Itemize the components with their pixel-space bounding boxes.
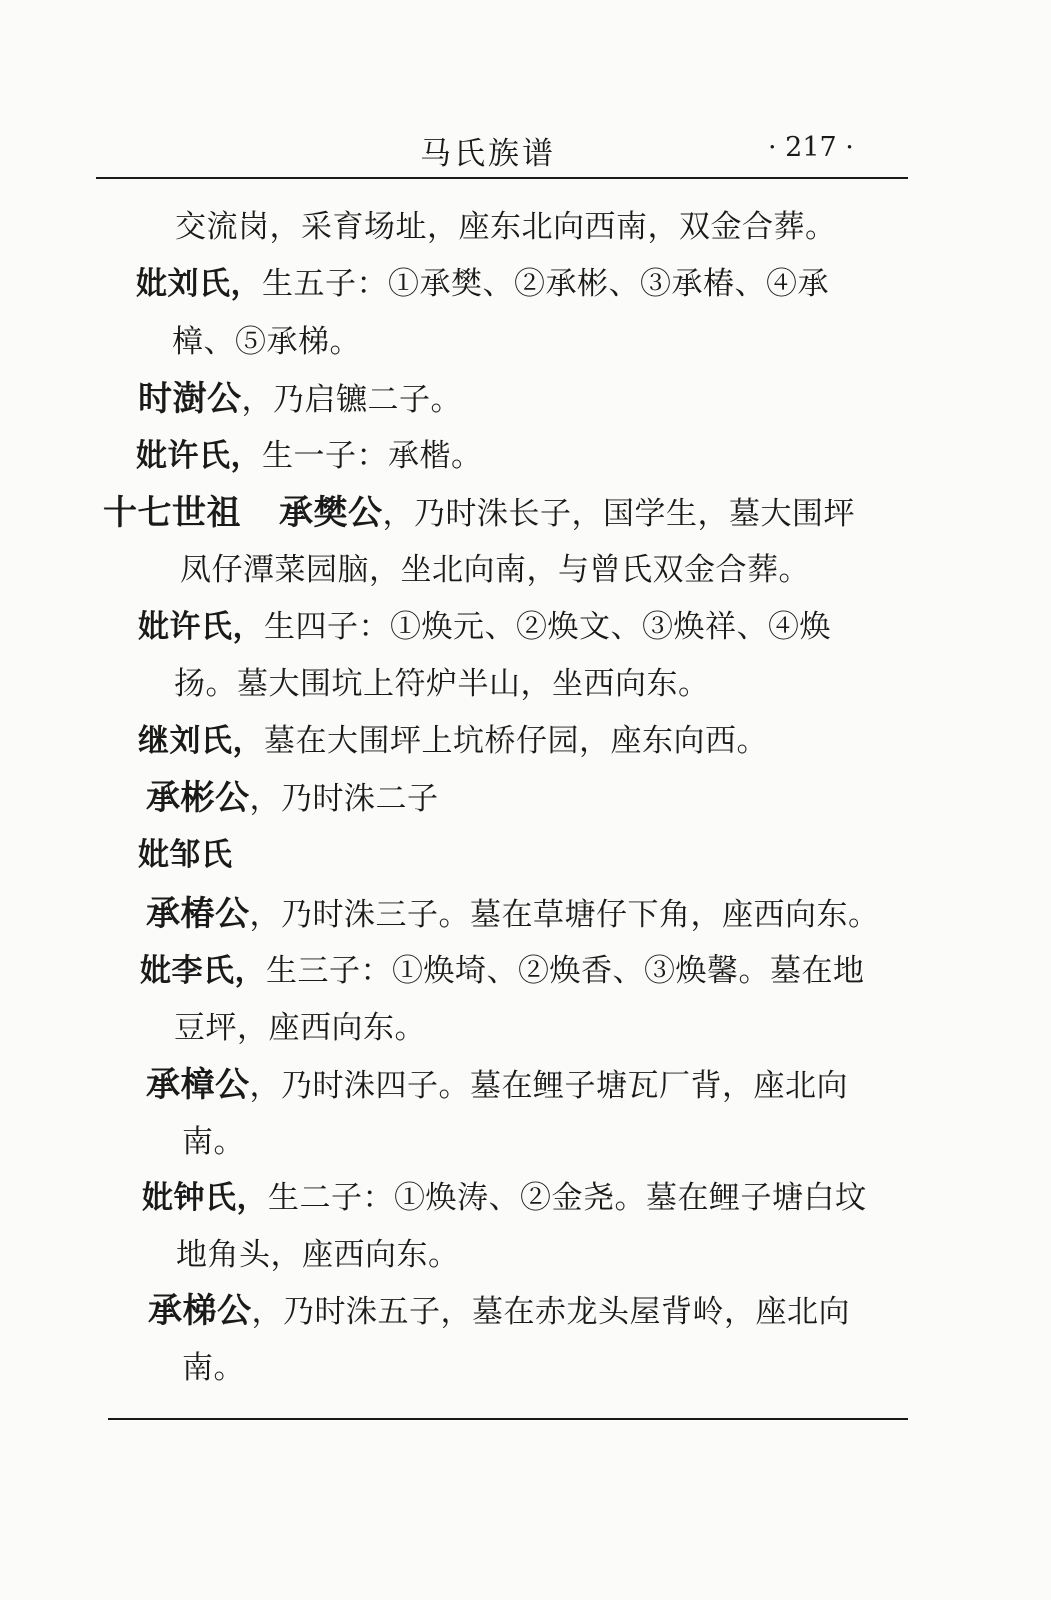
- page-number: · 217 ·: [768, 132, 854, 163]
- text-line: 凤仔潭菜园脑，坐北向南，与曾氏双金合葬。: [180, 552, 810, 588]
- text-line: 妣许氏，生四子：①焕元、②焕文、③焕祥、④焕: [138, 609, 831, 645]
- text-line: 南。: [182, 1350, 245, 1386]
- text-line: 时澍公，乃启镳二子。: [138, 379, 462, 419]
- ancestor-name: 承椿公: [146, 894, 250, 934]
- text-line: 豆坪，座西向东。: [174, 1010, 426, 1046]
- ancestor-name: 时澍公: [138, 379, 242, 419]
- spouse-name: 妣许氏，: [136, 438, 262, 474]
- header-rule: [96, 177, 908, 179]
- spouse-name: 妣李氏，: [140, 953, 266, 989]
- text-line: 扬。墓大围坑上符炉半山，坐西向东。: [174, 666, 710, 702]
- text-line: 承彬公，乃时洙二子: [146, 778, 439, 818]
- text-line: 交流岗，采育场址，座东北向西南，双金合葬。: [175, 209, 837, 245]
- spouse-name: 妣刘氏，: [136, 266, 262, 302]
- running-header-title: 马氏族谱: [420, 136, 556, 172]
- spouse-name: 妣许氏，: [138, 609, 264, 645]
- text-line: 承樟公，乃时洙四子。墓在鲤子塘瓦厂背，座北向: [146, 1065, 848, 1105]
- text-line: 妣许氏，生一子：承楷。: [136, 438, 483, 474]
- text-line: 南。: [182, 1124, 245, 1160]
- text-line: 妣李氏，生三子：①焕埼、②焕香、③焕馨。墓在地: [140, 953, 865, 989]
- text-line: 妣刘氏，生五子：①承樊、②承彬、③承椿、④承: [136, 266, 829, 302]
- text-line: 地角头，座西向东。: [176, 1237, 460, 1273]
- text-line: 承椿公，乃时洙三子。墓在草塘仔下角，座西向东。: [146, 894, 880, 934]
- text-line: 继刘氏，墓在大围坪上坑桥仔园，座东向西。: [138, 723, 768, 759]
- ancestor-name: 承梯公: [148, 1291, 252, 1331]
- text-line: 十七世祖 承樊公，乃时洙长子，国学生，墓大围坪: [103, 493, 855, 533]
- text-line: 妣钟氏，生二子：①焕涛、②金尧。墓在鲤子塘白坟: [142, 1180, 867, 1216]
- generation-heading: 十七世祖: [103, 493, 241, 533]
- text-line: 承梯公，乃时洙五子，墓在赤龙头屋背岭，座北向: [148, 1291, 850, 1331]
- ancestor-name: 承彬公: [146, 778, 250, 818]
- ancestor-name: 承樊公: [279, 493, 383, 533]
- footer-rule: [108, 1418, 908, 1420]
- ancestor-name: 承樟公: [146, 1065, 250, 1105]
- text-line: 樟、⑤承梯。: [172, 324, 361, 360]
- spouse-name: 妣邹氏: [138, 837, 233, 873]
- spouse-name: 妣钟氏，: [142, 1180, 268, 1216]
- text-line: [138, 835, 233, 875]
- spouse-name: 继刘氏，: [138, 723, 264, 759]
